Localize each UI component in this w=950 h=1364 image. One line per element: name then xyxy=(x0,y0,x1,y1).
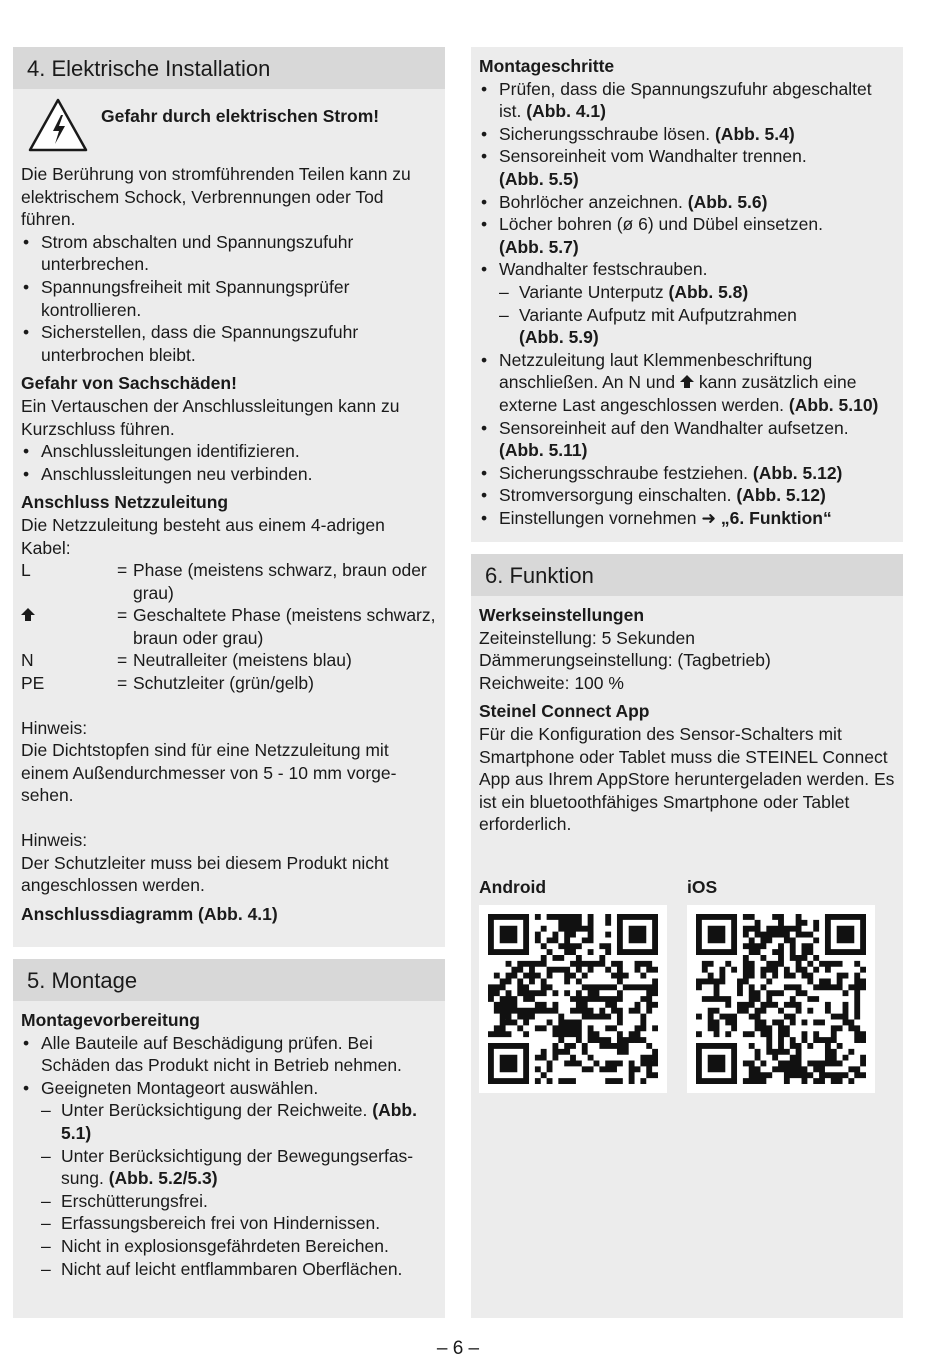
wire-legend xyxy=(21,559,437,695)
sub-item: – Unter Berücksichtigung der Reichweite. (Abb. 5.1) xyxy=(41,1099,437,1144)
legend-row xyxy=(21,672,437,695)
section-4-title: 4. Elektrische Installation xyxy=(13,47,445,89)
factory-setting: Zeiteinstellung: 5 Sekunden xyxy=(479,627,695,648)
android-qr-code[interactable] xyxy=(479,905,667,1093)
figure-ref: (Abb. 5.2/5.3) xyxy=(108,1168,218,1189)
figure-ref: (Abb. 5.8) xyxy=(668,281,749,302)
factory-title: Werkseinstellungen xyxy=(479,605,645,625)
arrow-right-icon: ➜ xyxy=(701,507,717,528)
danger-list xyxy=(21,231,437,367)
step-item: • Einstellungen vornehmen ➜ „6. Funktion“ xyxy=(479,507,895,530)
list-item xyxy=(21,1077,437,1280)
warning-title: Gefahr durch elektrischen Strom! xyxy=(101,106,380,126)
sub-item: – Variante Aufputz mit Aufputzrahmen (Abb. 5.9) xyxy=(499,304,895,349)
list-item: • Strom abschalten und Spannungszufuhr unterbrechen. xyxy=(21,231,437,276)
app-text: Für die Konfiguration des Sensor-Schalters mit Smartphone oder Tablet muss die STEINEL Connect App aus Ihrem AppStore heruntergeladen werden. Es ist ein bluetoothfähiges Smartphone oder Tablet erforderlich. xyxy=(479,723,895,835)
legend-desc: Schutzleiter (grün/gelb) xyxy=(133,673,314,694)
figure-ref: (Abb. 5.4) xyxy=(714,123,795,144)
sub-list xyxy=(499,281,895,349)
electric-hazard-icon xyxy=(27,97,89,153)
switched-phase-arrow-icon xyxy=(680,375,694,389)
figure-ref: (Abb. 5.6) xyxy=(687,191,768,212)
sub-item: – Variante Unterputz (Abb. 5.8) xyxy=(499,281,895,304)
list-item: • Anschlussleitungen neu verbinden. xyxy=(21,463,437,486)
sub-item: – Nicht in explosionsgefährdeten Bereichen. xyxy=(41,1235,437,1258)
sub-item: – Unter Berücksichtigung der Bewegungserfas-sung. (Abb. 5.2/5.3) xyxy=(41,1145,437,1190)
list-item-text: Geeigneten Montageort auswählen. xyxy=(41,1077,319,1098)
steps-list xyxy=(479,78,895,530)
figure-ref: (Abb. 4.1) xyxy=(526,101,606,122)
note2-label: Hinweis: xyxy=(21,830,88,851)
step-item: • Sensoreinheit auf den Wandhalter aufsetzen. (Abb. 5.11) xyxy=(479,417,895,462)
prep-list xyxy=(21,1032,437,1281)
section-6-panel xyxy=(471,554,903,1318)
legend-eq: = xyxy=(117,560,128,581)
step-item: • Bohrlöcher anzeichnen. (Abb. 5.6) xyxy=(479,191,895,214)
legend-key: N xyxy=(21,650,34,671)
step-item: • Sicherungsschraube festziehen. (Abb. 5.12) xyxy=(479,462,895,485)
legend-eq: = xyxy=(117,605,128,626)
android-label: Android xyxy=(479,876,547,897)
mounting-steps-panel xyxy=(471,47,903,542)
legend-row xyxy=(21,649,437,672)
damage-title: Gefahr von Sachschäden! xyxy=(21,373,237,394)
list-item: • Spannungsfreiheit mit Spannungsprüfer kontrollieren. xyxy=(21,276,437,321)
legend-row xyxy=(21,604,437,649)
damage-text: Ein Vertauschen der Anschlussleitungen kann zu Kurzschluss führen. xyxy=(21,395,400,439)
section-4-panel xyxy=(13,47,445,947)
figure-ref: (Abb. 5.1) xyxy=(61,1100,417,1143)
note1-label: Hinweis: xyxy=(21,717,88,738)
ios-label: iOS xyxy=(687,876,718,897)
legend-eq: = xyxy=(117,650,128,671)
sub-list xyxy=(41,1099,437,1280)
switched-phase-arrow-icon xyxy=(21,608,35,622)
qr-codes xyxy=(479,876,895,1093)
steps-title: Montageschritte xyxy=(479,56,615,76)
figure-ref: (Abb. 5.10) xyxy=(788,394,879,415)
legend-desc: Geschaltete Phase (meistens schwarz, braun oder grau) xyxy=(133,605,436,648)
figure-ref: (Abb. 5.7) xyxy=(499,236,579,257)
section-5-panel xyxy=(13,959,445,1318)
figure-ref: (Abb. 5.12) xyxy=(736,485,826,506)
note1-text: Die Dichtstopfen sind für eine Netzzuleitung mit einem Außendurchmesser von 5 - 10 mm vorge-sehen. xyxy=(21,740,397,806)
sub-item: – Nicht auf leicht entflammbaren Oberflächen. xyxy=(41,1258,437,1281)
sub-item: – Erschütterungsfrei. xyxy=(41,1190,437,1213)
step-item: • Löcher bohren (ø 6) und Dübel einsetzen. (Abb. 5.7) xyxy=(479,213,895,258)
ios-qr-code[interactable] xyxy=(687,905,875,1093)
sub-item: – Erfassungsbereich frei von Hindernissen. xyxy=(41,1212,437,1235)
step-item: • Netzzuleitung laut Klemmenbeschriftung anschließen. An N und kann zusätzlich eine externe Last angeschlossen werden. (Abb. 5.10) xyxy=(479,349,895,417)
figure-ref: (Abb. 5.9) xyxy=(519,327,599,348)
section-5-title: 5. Montage xyxy=(13,959,445,1001)
danger-text: Die Berührung von stromführenden Teilen kann zu elektrischem Schock, Verbrennungen oder Tod führen. xyxy=(21,164,411,230)
legend-key: PE xyxy=(21,673,45,694)
warning-block xyxy=(21,97,437,153)
mains-text: Die Netzzuleitung besteht aus einem 4-adrigen Kabel: xyxy=(21,514,385,558)
damage-list xyxy=(21,440,437,485)
figure-ref: (Abb. 5.12) xyxy=(752,462,843,483)
legend-desc: Phase (meistens schwarz, braun oder grau) xyxy=(133,560,427,603)
list-item: • Alle Bauteile auf Beschädigung prüfen. Bei Schäden das Produkt nicht in Betrieb nehmen. xyxy=(21,1032,437,1077)
figure-ref: (Abb. 5.5) xyxy=(499,168,579,189)
step-item: • Prüfen, dass die Spannungszufuhr abgeschaltet ist. (Abb. 4.1) xyxy=(479,78,895,123)
step-item: • Stromversorgung einschalten. (Abb. 5.12) xyxy=(479,484,895,507)
ios-qr-block xyxy=(687,876,895,1093)
step-item: • Wandhalter festschrauben. – Variante Unterputz (Abb. 5.8) – Variante Aufputz mit Aufputzrahmen (Abb. 5.9) xyxy=(479,258,895,348)
step-item: • Sensoreinheit vom Wandhalter trennen. (Abb. 5.5) xyxy=(479,145,895,190)
list-item: • Sicherstellen, dass die Spannungszufuhr unterbrochen bleibt. xyxy=(21,321,437,366)
android-qr-block xyxy=(479,876,687,1093)
legend-key: L xyxy=(21,560,31,581)
app-title: Steinel Connect App xyxy=(479,701,650,722)
mains-title: Anschluss Netzzuleitung xyxy=(21,492,229,513)
factory-setting: Reichweite: 100 % xyxy=(479,672,624,693)
factory-setting: Dämmerungseinstellung: (Tagbetrieb) xyxy=(479,650,771,671)
figure-ref: (Abb. 5.11) xyxy=(499,440,588,461)
legend-eq: = xyxy=(117,673,128,694)
list-item: • Anschlussleitungen identifizieren. xyxy=(21,440,437,463)
section-ref: „6. Funktion“ xyxy=(720,507,832,528)
legend-row xyxy=(21,559,437,604)
step-item: • Sicherungsschraube lösen. (Abb. 5.4) xyxy=(479,123,895,146)
diagram-reference: Anschlussdiagramm (Abb. 4.1) xyxy=(21,903,278,924)
legend-desc: Neutralleiter (meistens blau) xyxy=(133,650,352,671)
section-6-title: 6. Funktion xyxy=(471,554,903,596)
prep-title: Montagevorbereitung xyxy=(21,1010,200,1030)
note2-text: Der Schutzleiter muss bei diesem Produkt nicht angeschlossen werden. xyxy=(21,852,389,896)
page-number: – 6 – xyxy=(436,1338,480,1359)
